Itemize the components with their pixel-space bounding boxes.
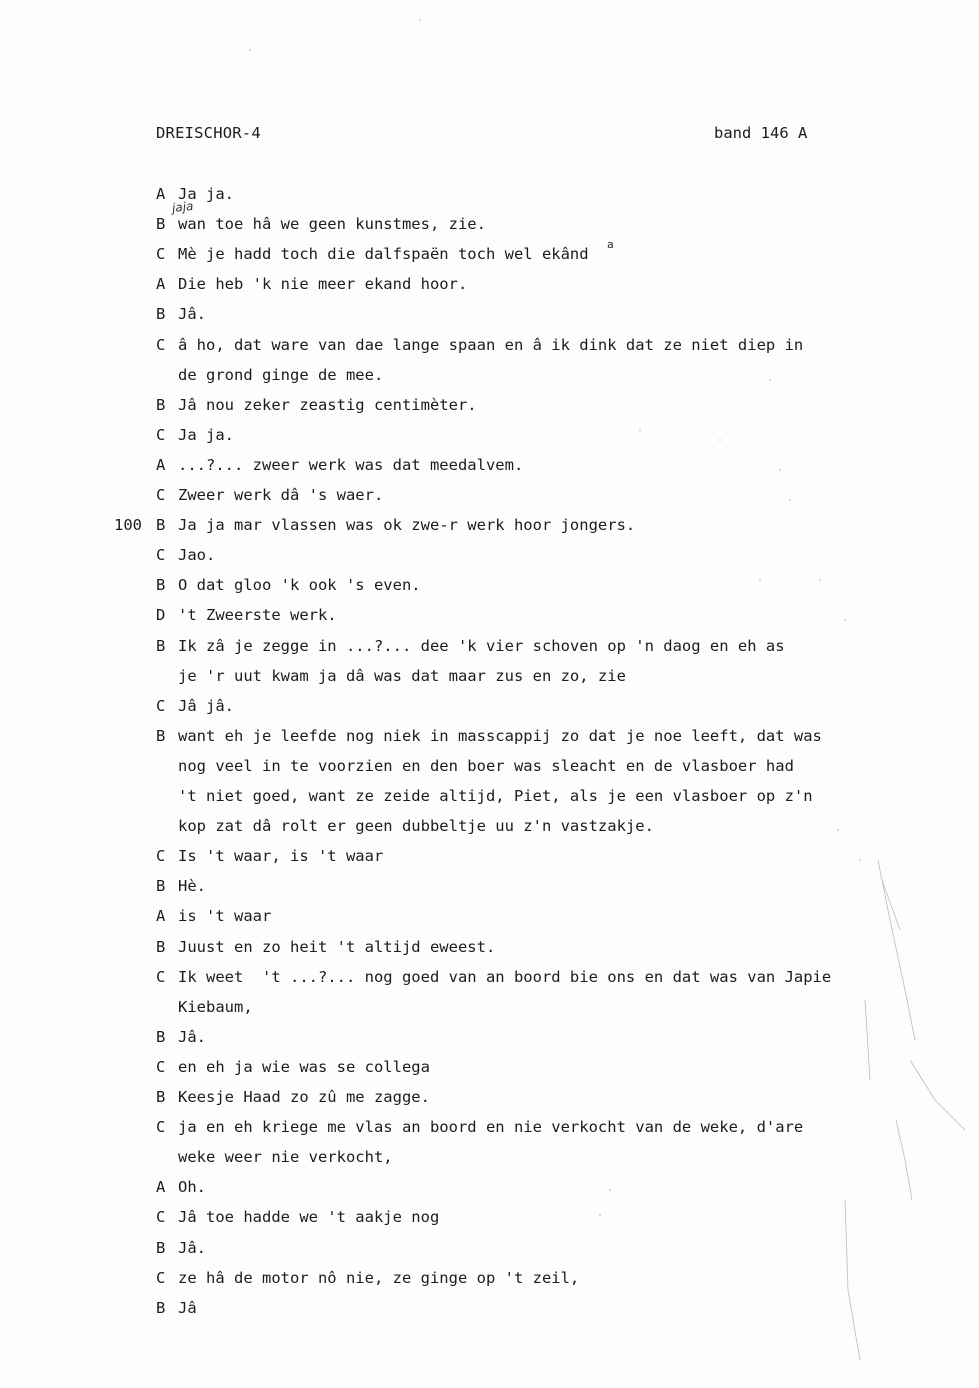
utterance-text: de grond ginge de mee. [178, 366, 384, 384]
speaker-label: A [156, 275, 166, 293]
utterance-text: Zweer werk dâ 's waer. [178, 486, 384, 504]
speaker-label: B [156, 1299, 166, 1317]
speaker-label: C [156, 697, 166, 715]
speaker-label: C [156, 1269, 166, 1287]
speaker-label: A [156, 456, 166, 474]
speaker-label: B [156, 637, 166, 655]
speaker-label: B [156, 576, 166, 594]
speaker-label: B [156, 305, 166, 323]
utterance-text: 't niet goed, want ze zeide altijd, Piet, als je een vlasboer op z'n [178, 787, 813, 805]
utterance-text: is 't waar [178, 907, 272, 925]
utterance-text: en eh ja wie was se collega [178, 1058, 430, 1076]
utterance-text: Is 't waar, is 't waar [178, 847, 384, 865]
utterance-text: ze hâ de motor nô nie, ze ginge op 't zeil, [178, 1269, 580, 1287]
utterance-text: Hè. [178, 877, 206, 895]
speaker-label: C [156, 546, 166, 564]
utterance-text: Kiebaum, [178, 998, 253, 1016]
utterance-text: Ja ja. [178, 426, 234, 444]
speaker-label: C [156, 486, 166, 504]
utterance-text: 't Zweerste werk. [178, 606, 337, 624]
utterance-text: ...?... zweer werk was dat meedalvem. [178, 456, 524, 474]
utterance-text: Jao. [178, 546, 216, 564]
speaker-label: A [156, 1178, 166, 1196]
speaker-label: C [156, 336, 166, 354]
utterance-text: Jâ. [178, 1028, 206, 1046]
utterance-text: nog veel in te voorzien en den boer was sleacht en de vlasboer had [178, 757, 794, 775]
speaker-label: C [156, 426, 166, 444]
utterance-text: Die heb 'k nie meer ekand hoor. [178, 275, 468, 293]
speaker-label: C [156, 847, 166, 865]
handwritten-annotation: jaja [171, 198, 195, 216]
utterance-text: Oh. [178, 1178, 206, 1196]
utterance-text: Jâ nou zeker zeastig centimèter. [178, 396, 477, 414]
utterance-text: want eh je leefde nog niek in masscappij zo dat je noe leeft, dat was [178, 727, 822, 745]
utterance-text: wan toe hâ we geen kunstmes, zie. [178, 215, 486, 233]
utterance-text: Jâ toe hadde we 't aakje nog [178, 1208, 440, 1226]
utterance-text: Mè je hadd toch die dalfspaën toch wel ekând [178, 245, 589, 263]
speaker-label: B [156, 938, 166, 956]
speaker-label: B [156, 396, 166, 414]
utterance-text: weke weer nie verkocht, [178, 1148, 393, 1166]
utterance-text: Jâ [178, 1299, 197, 1317]
speaker-label: C [156, 245, 166, 263]
utterance-text: Jâ. [178, 1239, 206, 1257]
tape-reference: band 146 A [714, 124, 808, 142]
speaker-label: B [156, 1028, 166, 1046]
line-number: 100 [114, 516, 142, 534]
document-title: DREISCHOR-4 [156, 124, 261, 142]
utterance-text: je 'r uut kwam ja dâ was dat maar zus en zo, zie [178, 667, 626, 685]
speaker-label: C [156, 968, 166, 986]
speaker-label: B [156, 215, 166, 233]
utterance-text: Keesje Haad zo zû me zagge. [178, 1088, 430, 1106]
utterance-text: Juust en zo heit 't altijd eweest. [178, 938, 496, 956]
utterance-text: â ho, dat ware van dae lange spaan en â ik dink dat ze niet diep in [178, 336, 804, 354]
speaker-label: B [156, 1088, 166, 1106]
utterance-text: ja en eh kriege me vlas an boord en nie verkocht van de weke, d'are [178, 1118, 804, 1136]
utterance-text: Jâ. [178, 305, 206, 323]
utterance-text: Jâ jâ. [178, 697, 234, 715]
utterance-text: kop zat dâ rolt er geen dubbeltje uu z'n vastzakje. [178, 817, 654, 835]
speaker-label: A [156, 185, 166, 203]
speaker-label: B [156, 877, 166, 895]
speaker-label: B [156, 516, 166, 534]
speaker-label: D [156, 606, 166, 624]
speaker-label: C [156, 1058, 166, 1076]
speaker-label: B [156, 727, 166, 745]
utterance-text: Ja ja. [178, 185, 234, 203]
utterance-text: Ik weet 't ...?... nog goed van an boord bie ons en dat was van Japie [178, 968, 832, 986]
speaker-label: C [156, 1208, 166, 1226]
speaker-label: B [156, 1239, 166, 1257]
inserted-letter-annotation: a [607, 238, 614, 251]
speaker-label: C [156, 1118, 166, 1136]
utterance-text: O dat gloo 'k ook 's even. [178, 576, 421, 594]
speaker-label: A [156, 907, 166, 925]
utterance-text: Ik zâ je zegge in ...?... dee 'k vier schoven op 'n daog en eh as [178, 637, 785, 655]
utterance-text: Ja ja mar vlassen was ok zwe-r werk hoor jongers. [178, 516, 636, 534]
